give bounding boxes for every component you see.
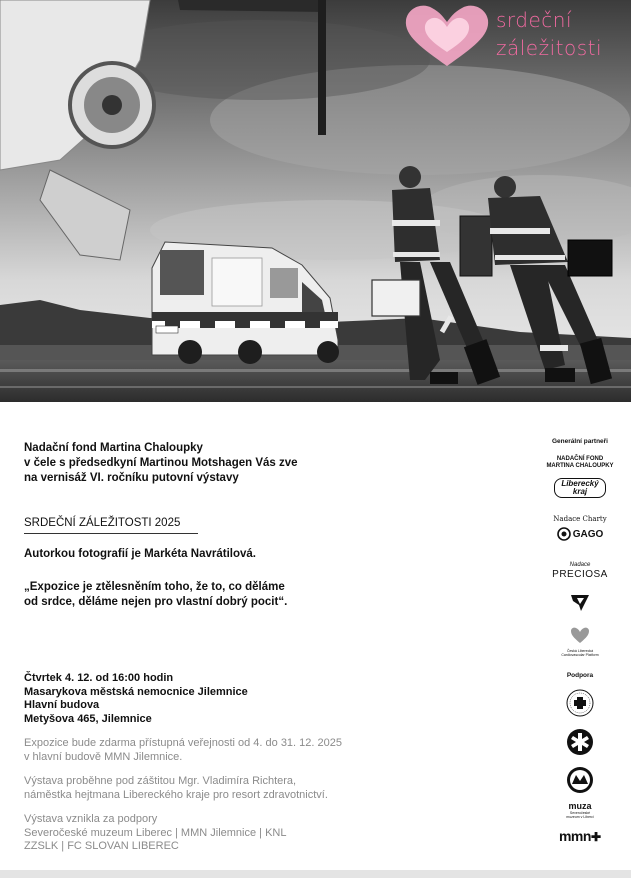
- nadacni-fond-logo: [540, 456, 620, 470]
- supporters-note: [24, 813, 286, 854]
- brand-name-line2: záležitosti: [496, 36, 603, 60]
- charty-logo-text: Nadace Charty: [553, 515, 607, 523]
- preciosa-logo-line1: Nadace: [569, 562, 591, 568]
- kraj-logo-line2: kraj: [572, 487, 588, 496]
- muza-logo: [540, 802, 620, 819]
- free-access-note: [24, 737, 342, 764]
- support-label: Podpora: [566, 672, 594, 679]
- partner-logos: [540, 430, 620, 860]
- supporters-line: Výstava vznikla za podpory: [24, 813, 158, 825]
- author-line: Autorkou fotografií je Markéta Navrátilová.: [24, 548, 256, 560]
- invitation-intro: [24, 441, 298, 486]
- exhibition-quote: [24, 580, 287, 610]
- cardio-logo-line2: Cardiovascular Platform: [561, 653, 599, 657]
- cardio-logo-line1: Česká Liberecká: [566, 649, 594, 653]
- title-underline: [24, 533, 198, 534]
- intro-line: Nadační fond Martina Chaloupky: [24, 442, 203, 454]
- event-address: Metyšova 465, Jilemnice: [24, 712, 152, 725]
- kraj-logo-line1: Liberecký: [561, 479, 599, 488]
- supporters-line: Severočeské muzeum Liberec | MMN Jilemnice | KNL: [24, 826, 287, 839]
- intro-line: na vernisáž VI. ročníku putovní výstavy: [24, 472, 239, 484]
- muza-logo-line1: muza: [568, 801, 592, 811]
- preciosa-logo-line2: PRECIOSA: [552, 569, 608, 580]
- gago-logo-text: GAGO: [572, 528, 604, 540]
- event-details: [24, 672, 248, 726]
- mmn-logo: [540, 828, 620, 846]
- cardio-platform-logo: [540, 626, 620, 657]
- chevron-brand-icon: [569, 593, 591, 613]
- patronage-line: Výstava proběhne pod záštitou Mgr. Vladimíra Richtera,: [24, 775, 297, 787]
- event-building: Hlavní budova: [24, 699, 100, 711]
- hero-photo: [0, 0, 631, 402]
- patronage-note: [24, 775, 328, 802]
- fc-slovan-logo: [540, 766, 620, 799]
- club-crest-icon: [566, 766, 594, 794]
- nadace-charty-logo: [540, 508, 620, 526]
- supporters-line: ZZSLK | FC SLOVAN LIBEREC: [24, 840, 179, 852]
- nf-logo-line1: NADAČNÍ FOND: [556, 456, 604, 462]
- muza-logo-line2: Severočeské: [569, 811, 591, 815]
- liberecky-kraj-logo: [540, 478, 620, 499]
- event-date: Čtvrtek 4. 12. od 16:00 hodin: [24, 672, 174, 684]
- quote-line: od srdce, děláme nejen pro vlastní dobrý pocit“.: [24, 596, 288, 608]
- mmn-logo-text: mmn: [558, 828, 591, 844]
- srdecni-zalezitosti-logo: [402, 2, 630, 72]
- free-access-line: v hlavní budově MMN Jilemnice.: [24, 750, 183, 763]
- patronage-line: náměstka hejtmana Libereckého kraje pro resort zdravotnictví.: [24, 788, 328, 801]
- bottom-bar: [0, 870, 631, 878]
- brand-name-line1: srdeční: [496, 8, 573, 32]
- arrow-brand-logo: [540, 593, 620, 618]
- gago-logo: [540, 527, 620, 546]
- partners-label: Generální partneři: [552, 438, 608, 445]
- muza-logo-line3: muzeum v Liberci: [566, 815, 594, 819]
- nf-logo-line2: MARTINA CHALOUPKY: [546, 463, 614, 469]
- heart-outline-icon: [570, 626, 590, 644]
- hospital-seal-logo: [540, 688, 620, 723]
- gago-emblem-icon: [557, 527, 571, 541]
- quote-line: „Expozice je ztělesněním toho, že to, co děláme: [24, 581, 285, 593]
- event-venue: Masarykova městská nemocnice Jilemnice: [24, 685, 248, 698]
- hospital-cross-icon: [565, 688, 595, 718]
- emergency-service-logo: [540, 728, 620, 761]
- nadace-preciosa-logo: [540, 561, 620, 580]
- star-of-life-icon: [566, 728, 594, 756]
- free-access-line: Expozice bude zdarma přístupná veřejnosti od 4. do 31. 12. 2025: [24, 737, 342, 749]
- intro-line: v čele s předsedkyní Martinou Motshagen Vás zve: [24, 457, 298, 469]
- exhibition-title: SRDEČNÍ ZÁLEŽITOSTI 2025: [24, 517, 181, 529]
- heart-icon: [402, 2, 492, 72]
- mmn-plus-icon: ✚: [590, 830, 601, 844]
